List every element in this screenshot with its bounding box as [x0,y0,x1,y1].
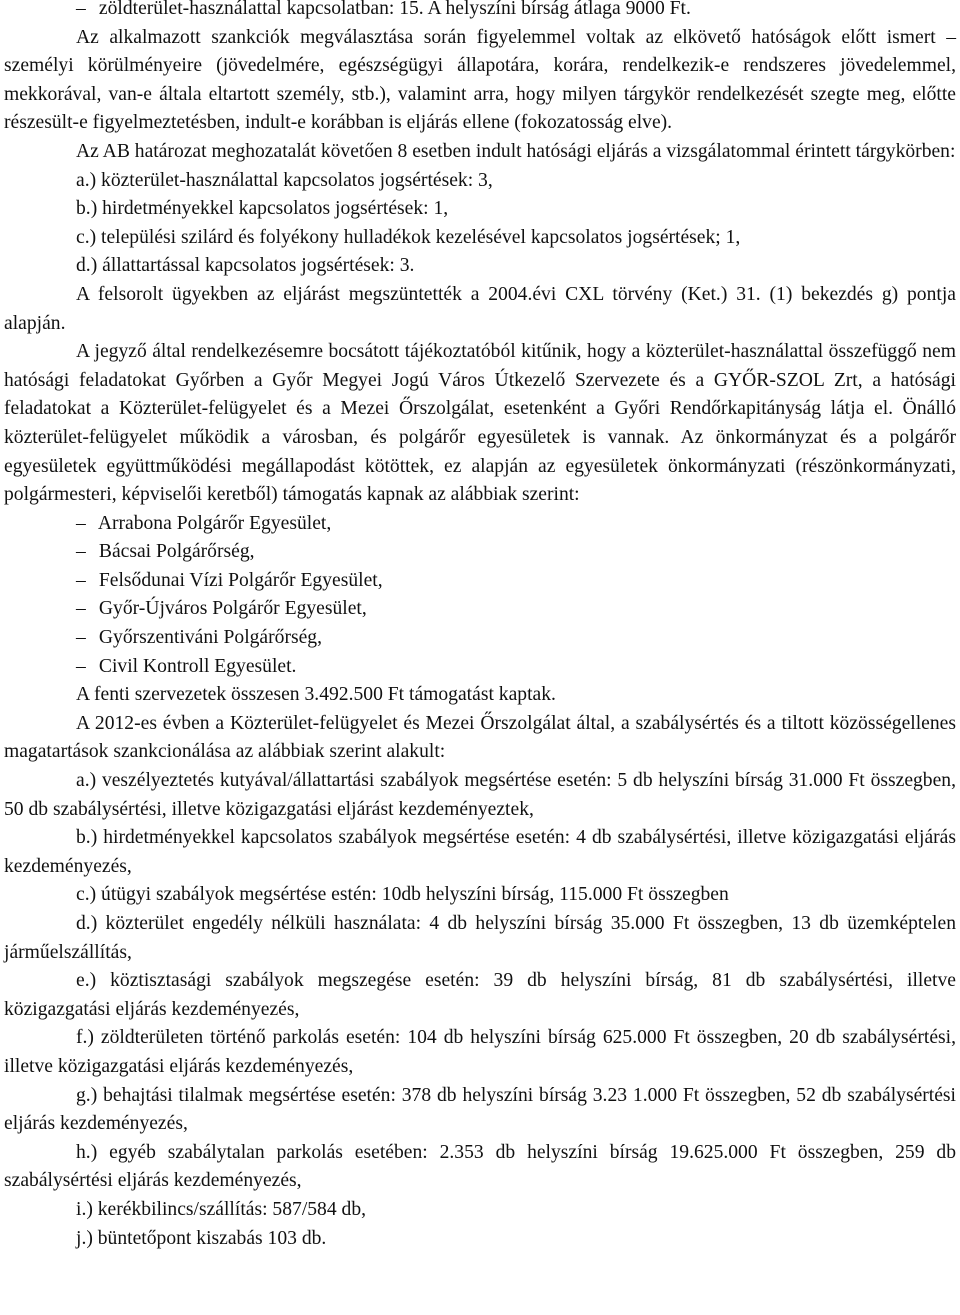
list-item: c.) települési szilárd és folyékony hulladékok kezelésével kapcsolatos jogsértések; 1, [76,226,741,248]
organization-name: Győrszentiváni Polgárőrség, [94,627,322,649]
paragraph-2012-intro: A 2012-es évben a Közterület-felügyelet és Mezei Őrszolgálat által, a szabálysértés és a tiltott közösségellenes magatartások szankcionálása az alábbiak szerint alakult: [4,712,956,763]
dash-marker: – [76,569,86,591]
dash-marker: – [76,655,86,677]
organization-name: Arrabona Polgárőr Egyesület, [94,512,332,534]
dash-marker: – [76,598,86,620]
paragraph-sanctions [4,24,956,138]
dash-list-item [4,624,956,653]
paragraph-text: Az AB határozat meghozatalát követően 8 esetben indult hatósági eljárás a vizsgálatommal érintett tárgykörben: [76,140,956,162]
dash-list-item [4,653,956,682]
statistic-item-h: h.) egyéb szabálytalan parkolás esetében: 2.353 db helyszíni bírság 19.625.000 Ft összegben, 259 db szabálysértési eljárás kezdeményezés, [4,1141,956,1192]
dash-list-item [4,538,956,567]
list-item: a.) közterület-használattal kapcsolatos jogsértések: 3, [76,169,493,191]
dash-marker: – [76,627,86,649]
dash-list-item [4,595,956,624]
statistic-item-c: c.) útügyi szabályok megsértése estén: 10db helyszíni bírság, 115.000 Ft összegben [76,884,729,906]
paragraph-terminated: A felsorolt ügyekben az eljárást megszüntették a 2004.évi CXL törvény (Ket.) 31. (1) bekezdés g) pontja alapján. [4,283,956,334]
statistic-item-i: i.) kerékbilincs/szállítás: 587/584 db, [76,1198,367,1220]
list-item: b.) hirdetményekkel kapcsolatos jogsértések: 1, [76,198,449,220]
dash-list-item [4,510,956,539]
dash-list-item [4,0,956,24]
paragraph-support-total: A fenti szervezetek összesen 3.492.500 Ft támogatást kaptak. [76,684,556,706]
paragraph-text: Az alkalmazott szankciók megválasztása során figyelemmel voltak az elkövető hatóságok előtt ismert – személyi körülményeire (jövedelmére, egészségügyi állapotára, korára, rendelkezik-e rendszeres jövedelemmel, mekkorával, van-e általa eltartott személy, stb.), valamint arra, hogy milyen tárgykör rendelkezését szegte meg, előtte részesült-e figyelmeztetésben, indult-e korábban is eljárás ellene (fokozatosság elve). [4,26,956,134]
paragraph-proceedings [4,138,956,167]
dash-marker: – [76,0,86,19]
organization-name: Felsődunai Vízi Polgárőr Egyesület, [94,569,383,591]
statistic-item-g: g.) behajtási tilalmak megsértése esetén: 378 db helyszíni bírság 3.23 1.000 Ft összegben, 52 db szabálysértési eljárás kezdeményezés, [4,1084,956,1135]
paragraph-text: zöldterület-használattal kapcsolatban: 15. A helyszíni bírság átlaga 9000 Ft. [94,0,691,19]
statistic-item-j: j.) büntetőpont kiszabás 103 db. [76,1227,327,1249]
statistic-item-f: f.) zöldterületen történő parkolás esetén: 104 db helyszíni bírság 625.000 Ft összegben, 20 db szabálysértési, illetve közigazgatási eljárás kezdeményezés, [4,1027,956,1077]
list-item: d.) állattartással kapcsolatos jogsértések: 3. [76,255,415,277]
dash-list-item [4,567,956,596]
statistic-item-b: b.) hirdetményekkel kapcsolatos szabályok megsértése esetén: 4 db szabálysértési, illetve közigazgatási eljárás kezdeményezés, [4,827,956,877]
statistic-item-a: a.) veszélyeztetés kutyával/állattartási szabályok megsértése esetén: 5 db helyszíni bírság 31.000 Ft összegben, 50 db szabálysértési, illetve közigazgatási eljárást kezdeményeztek, [4,770,956,820]
dash-marker: – [76,512,86,534]
organization-name: Bácsai Polgárőrség, [94,541,255,563]
organization-name: Civil Kontroll Egyesület. [94,655,297,677]
paragraph-notary-info: A jegyző által rendelkezésemre bocsátott tájékoztatóból kitűnik, hogy a közterület-használattal összefüggő nem hatósági feladatokat Győrben a Győr Megyei Jogú Város Útkezelő Szervezete és a GYŐR-SZOL Zrt, a hatósági feladatokat a Közterület-felügyelet és a Mezei Őrszolgálat, esetenként a Győri Rendőrkapitányság látja el. Önálló közterület-felügyelet működik a városban, és polgárőr egyesületek is vannak. Az önkormányzat és a polgárőr egyesületek együttműködési megállapodást kötöttek, ez alapján az egyesületek önkormányzati (részönkormányzati, polgármesteri, képviselői keretből) támogatás kapnak az alábbiak szerint: [4,341,956,506]
dash-marker: – [76,541,86,563]
statistic-item-e: e.) köztisztasági szabályok megszegése esetén: 39 db helyszíni bírság, 81 db szabálysértési, illetve közigazgatási eljárás kezdeményezés, [4,970,956,1020]
statistic-item-d: d.) közterület engedély nélküli használata: 4 db helyszíni bírság 35.000 Ft összegben, 13 db üzemképtelen járműelszállítás, [4,913,956,963]
organization-name: Győr-Újváros Polgárőr Egyesület, [94,598,367,620]
